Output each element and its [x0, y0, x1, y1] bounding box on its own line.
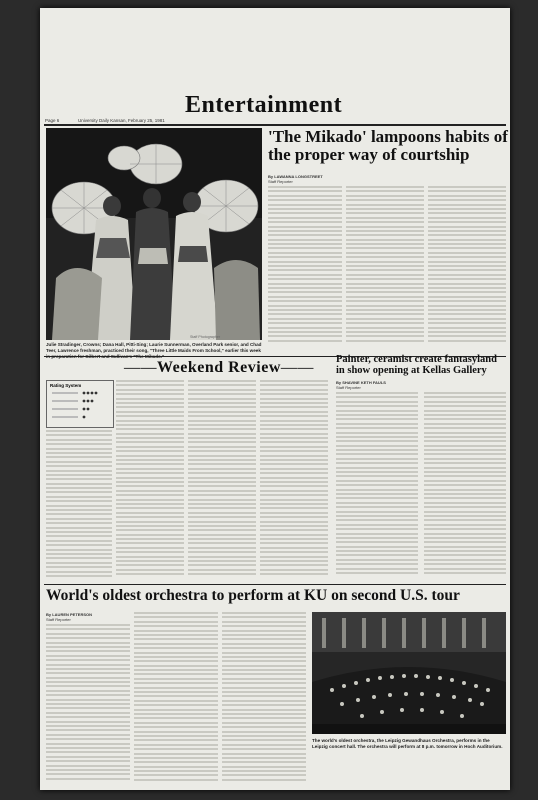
painter-byline-role: Staff Reporter [336, 385, 361, 390]
orchestra-column-1 [46, 624, 130, 784]
mikado-column-3 [428, 186, 506, 344]
orchestra-caption: The world's oldest orchestra, the Leipzig Gewandhaus Orchestra, performs in the Leipzig concert hall. The orchestra will perform at 8 p.m. tomorrow in Hoch Auditorium. [312, 738, 503, 749]
orchestra-headline: World's oldest orchestra to perform at KU on second U.S. tour [46, 587, 460, 604]
mikado-headline: 'The Mikado' lampoons habits of the proper way of courtship [268, 127, 508, 164]
weekend-review-title: ——Weekend Review—— [124, 359, 314, 376]
newspaper-page [40, 8, 510, 790]
section-title: Entertainment [185, 92, 343, 118]
rating-icons [48, 389, 112, 429]
review-column-4 [260, 380, 328, 580]
masthead [40, 8, 510, 130]
painter-byline: By SHAVINE KETH FAULS [336, 380, 386, 385]
mikado-byline: By LAWANNA LONGSTREET [268, 174, 323, 179]
weekend-review-label: Weekend Review [157, 359, 281, 376]
photo-caption: Julie Stradinger, Crowns; Dana Hall, Pitti-Sing; Laurie Sunnerman, Overland Park senior, and Chad Teer, Lawrence freshman, practiced their song, "Three Little Maids From School," earlier this week [46, 342, 262, 353]
review-column-3 [188, 380, 256, 580]
orchestra-image [312, 612, 506, 734]
orchestra-column-3 [222, 612, 306, 784]
orchestra-column-2 [134, 612, 218, 784]
review-column-1 [46, 430, 112, 580]
orchestra-photo [312, 612, 506, 734]
performers-image [46, 128, 262, 340]
photo-credit: Staff Photographer [190, 335, 221, 339]
mikado-column-2 [346, 186, 424, 344]
mikado-column-1 [268, 186, 342, 344]
painter-column-2 [424, 392, 506, 580]
painter-column-1 [336, 392, 418, 580]
orchestra-byline-role: Staff Reporter [46, 617, 71, 622]
review-column-2 [116, 380, 184, 580]
section-divider-2 [44, 584, 506, 585]
mikado-photo [46, 128, 262, 340]
rating-system-title: Rating System [50, 383, 82, 388]
paper-date: University Daily Kansan, February 25, 1981 [78, 118, 165, 123]
page-number: Page 6 [45, 118, 60, 123]
orchestra-byline: By LAUREN PETERSON [46, 612, 93, 617]
rating-system-box [46, 380, 114, 428]
masthead-rule [44, 124, 506, 126]
painter-headline: Painter, ceramist create fantasyland in show opening at Kellas Gallery [336, 354, 497, 377]
mikado-byline-role: Staff Reporter [268, 179, 293, 184]
